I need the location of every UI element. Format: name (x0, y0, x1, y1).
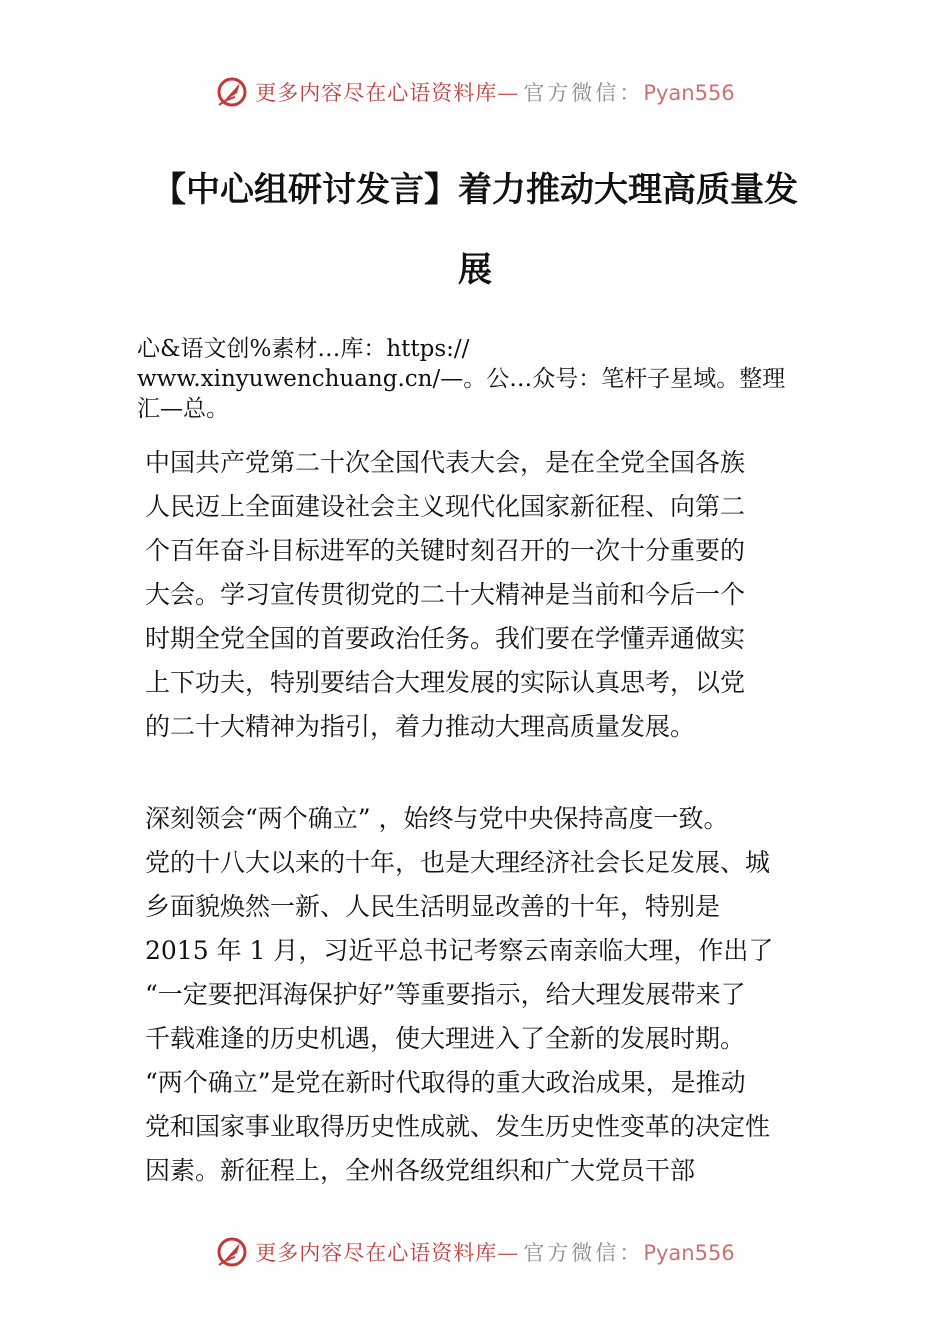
quill-logo-icon (215, 75, 249, 109)
paragraph-line: 时期全党全国的首要政治任务。我们要在学懂弄通做实 (145, 624, 746, 653)
watermark-dash: — (497, 81, 520, 105)
watermark-text (255, 77, 734, 107)
paragraph-line: 中国共产党第二十次全国代表大会，是在全党全国各族 (145, 448, 746, 477)
paragraph-line: 党的十八大以来的十年，也是大理经济社会长足发展、城 (145, 848, 771, 877)
footer-watermark (0, 1232, 950, 1272)
paragraph-line: 的二十大精神为指引，着力推动大理高质量发展。 (145, 712, 696, 741)
paragraph-line: “两个确立”是党在新时代取得的重大政治成果，是推动 (145, 1068, 746, 1097)
paragraph-line: “一定要把洱海保护好”等重要指示，给大理发展带来了 (145, 980, 746, 1009)
paragraph-line: 大会。学习宣传贯彻党的二十大精神是当前和今后一个 (145, 580, 746, 609)
source-note-line: 心&语文创%素材…库：https:// (137, 336, 470, 362)
title-line-2: 展 (458, 250, 492, 290)
paragraph-line: 深刻领会“两个确立” ，始终与党中央保持高度一致。 (145, 804, 729, 833)
paragraph-line: 上下功夫，特别要结合大理发展的实际认真思考，以党 (145, 668, 746, 697)
title-line-1: 【中心组研讨发言】着力推动大理高质量发 (152, 170, 798, 210)
watermark-account: Pyan556 (643, 1241, 735, 1265)
paragraph-2 (145, 797, 845, 1193)
paragraph-line: 党和国家事业取得历史性成就、发生历史性变革的决定性 (145, 1112, 771, 1141)
quill-logo-icon (215, 1235, 249, 1269)
source-note-line: www.xinyuwenchuang.cn/—。公…众号：笔杆子星域。整理 (137, 366, 786, 392)
watermark-label: 官方微信： (523, 1241, 644, 1265)
paragraph-line: 千载难逢的历史机遇，使大理进入了全新的发展时期。 (145, 1024, 746, 1053)
paragraph-line: 人民迈上全面建设社会主义现代化国家新征程、向第二 (145, 492, 746, 521)
paragraph-line: 2015 年 1 月，习近平总书记考察云南亲临大理，作出了 (145, 936, 774, 965)
paragraph-line: 因素。新征程上，全州各级党组织和广大党员干部 (145, 1156, 696, 1185)
watermark-dash: — (497, 1241, 520, 1265)
watermark-brand: 更多内容尽在心语资料库 (255, 81, 498, 105)
watermark-label: 官方微信： (523, 81, 644, 105)
watermark-text (255, 1237, 734, 1267)
watermark-account: Pyan556 (643, 81, 735, 105)
header-watermark (0, 72, 950, 112)
paragraph-1 (145, 441, 845, 749)
source-note (137, 334, 847, 424)
source-note-line: 汇—总。 (137, 396, 229, 422)
document-title (100, 150, 850, 310)
paragraph-line: 个百年奋斗目标进军的关键时刻召开的一次十分重要的 (145, 536, 746, 565)
paragraph-line: 乡面貌焕然一新、人民生活明显改善的十年，特别是 (145, 892, 721, 921)
watermark-brand: 更多内容尽在心语资料库 (255, 1241, 498, 1265)
